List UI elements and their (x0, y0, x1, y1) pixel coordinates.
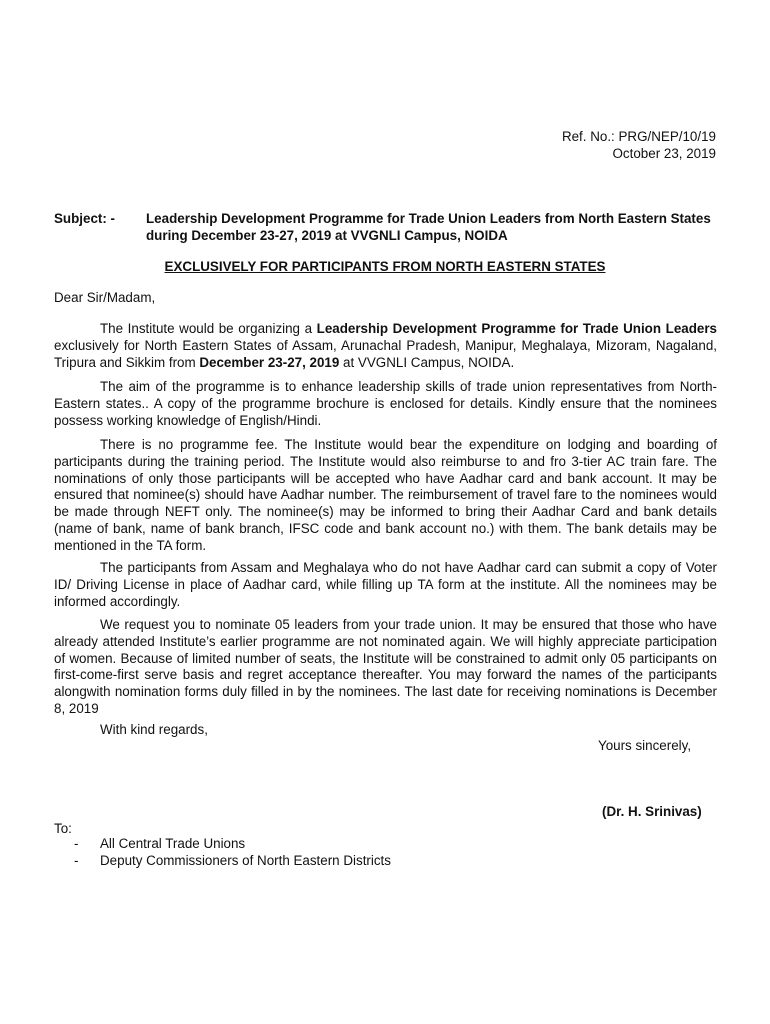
subject-text: Leadership Development Programme for Trade Union Leaders from North Eastern States during December 23-27, 2019 at VVGNLI Campus, NOIDA (146, 211, 711, 243)
paragraph-id-documents: The participants from Assam and Meghalaya who do not have Aadhar card can submit a copy of Voter ID/ Driving License in place of Aadhar card, while filling up TA form at the institute. All the nominees may be informed accordingly. (54, 560, 717, 609)
paragraph-fees: There is no programme fee. The Institute would bear the expenditure on lodging and boarding of participants during the training period. The Institute would also reimburse to and fro 3-tier AC train fare. The nominations of only those participants will be accepted who have Aadhar card and bank account. It may be ensured that nominee(s) should have Aadhar number. The reimbursement of travel fare to the nominees would be made through NEFT only. The nominee(s) may be informed to bring their Aadhar Card and bank details (name of bank, name of bank branch, IFSC code and bank account no.) with them. The bank details may be mentioned in the TA form. (54, 437, 717, 553)
recipient-list (74, 836, 391, 870)
letter-date: October 23, 2019 (612, 145, 716, 161)
recipient-name: All Central Trade Unions (100, 836, 246, 851)
paragraph-intro (54, 321, 717, 371)
list-dash: - (74, 853, 79, 868)
to-label: To: (54, 821, 72, 836)
paragraph-intro-text-2: exclusively for North Eastern States of Assam, Arunachal Pradesh, Manipur, Meghalaya, Mizoram, Nagaland, Tripura and Sikkim from (54, 337, 717, 370)
reference-number: Ref. No.: PRG/NEP/10/19 (561, 129, 716, 144)
salutation: Dear Sir/Madam, (54, 290, 156, 305)
programme-name: Leadership Development Programme for Trade Union Leaders (316, 321, 717, 336)
closing-line: With kind regards, (100, 722, 208, 737)
programme-dates: December 23-27, 2019 (199, 354, 340, 370)
paragraph-intro-text-1: The Institute would be organizing a (100, 321, 317, 336)
exclusive-note: EXCLUSIVELY FOR PARTICIPANTS FROM NORTH EASTERN STATES (164, 259, 606, 274)
signatory-name: (Dr. H. Srinivas) (602, 804, 702, 819)
paragraph-intro-text-3: at VVGNLI Campus, NOIDA. (339, 354, 515, 370)
reference-block (562, 129, 716, 163)
list-dash: - (74, 836, 79, 851)
list-item (74, 836, 391, 853)
paragraph-aim: The aim of the programme is to enhance leadership skills of trade union representatives from North-Eastern states.. A copy of the programme brochure is enclosed for details. Kindly ensure that the nominees possess working knowledge of English/Hindi. (54, 379, 717, 428)
subject-label: Subject: - (54, 211, 116, 226)
list-item (74, 853, 391, 870)
yours-sincerely: Yours sincerely, (598, 738, 692, 753)
paragraph-nominations: We request you to nominate 05 leaders from your trade union. It may be ensured that those who have already attended Institute’s earlier programme are not nominated again. We will highly appreciate participation of women. Because of limited number of seats, the Institute will be constrained to admit only 05 participants on first-come-first serve basis and regret acceptance thereafter. You may forward the names of the participants alongwith nomination forms duly filled in by the nominees. The last date for receiving nominations is December 8, 2019 (54, 617, 717, 716)
recipient-name: Deputy Commissioners of North Eastern Districts (100, 853, 391, 868)
